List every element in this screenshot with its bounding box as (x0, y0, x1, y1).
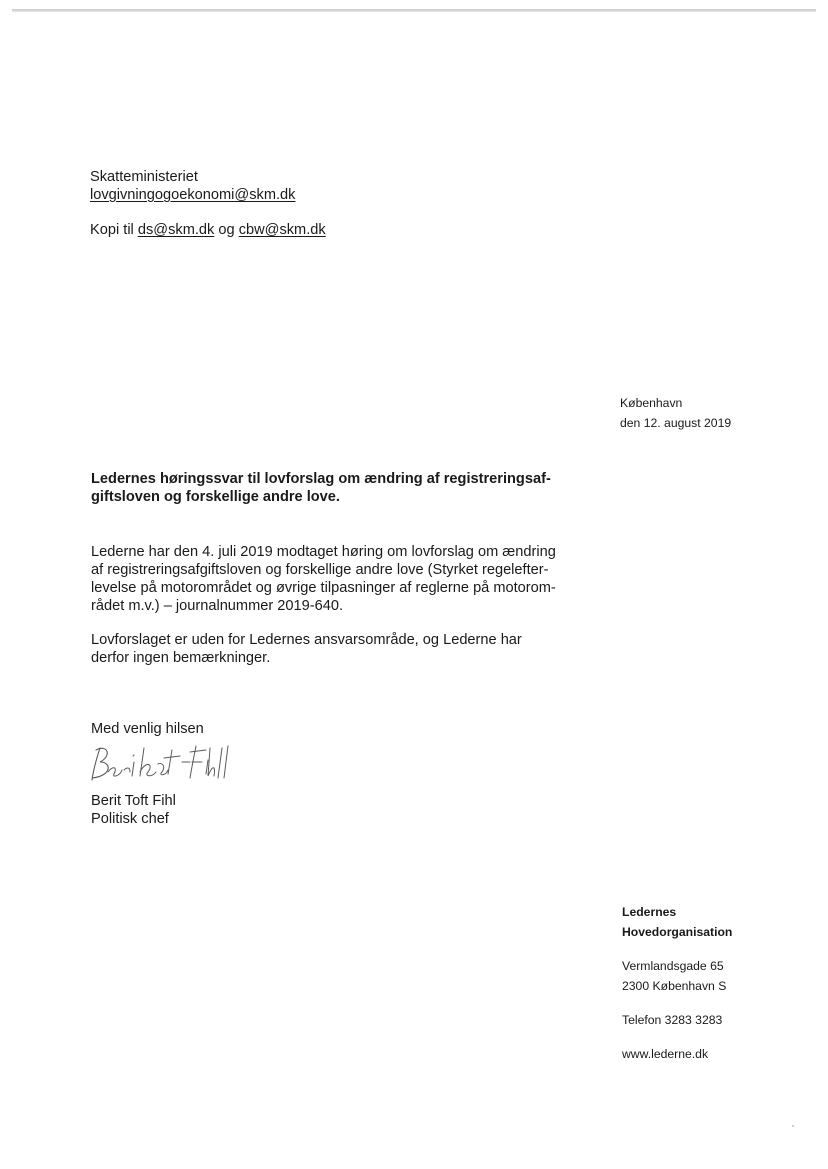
sender-website[interactable]: www.lederne.dk (622, 1047, 709, 1061)
signatory-title: Politisk chef (91, 811, 169, 827)
signatory-block (91, 792, 176, 828)
body-paragraph-1-line: rådet m.v.) – journalnummer 2019-640. (91, 598, 343, 614)
body-paragraph-2 (91, 631, 571, 667)
recipient-name: Skatteministeriet (90, 169, 198, 185)
subject-line-1: Ledernes høringssvar til lovforslag om ændring af registreringsaf- (91, 471, 551, 487)
body-paragraph-1-line: af registreringsafgiftsloven og forskellige andre love (Styrket regelefter- (91, 562, 549, 578)
dateline (620, 393, 731, 433)
recipient-block (90, 168, 295, 204)
sender-org-line-1: Ledernes (622, 905, 677, 919)
copy-line (90, 221, 326, 239)
body-paragraph-2-line: derfor ingen bemærkninger. (91, 650, 271, 666)
body-paragraph-1-line: Lederne har den 4. juli 2019 modtaget høring om lovforslag om ændring (91, 544, 556, 560)
sender-organisation (622, 902, 732, 942)
copy-joiner: og (218, 222, 235, 238)
body-paragraph-1-line: levelse på motorområdet og øvrige tilpasninger af reglerne på motorom- (91, 580, 556, 596)
copy-email-link-2[interactable]: cbw@skm.dk (238, 222, 326, 238)
signatory-name: Berit Toft Fihl (91, 793, 176, 809)
subject-line-2: giftsloven og forskellige andre love. (91, 489, 340, 505)
copy-email-link-1[interactable]: ds@skm.dk (137, 222, 215, 238)
sender-postal: 2300 København S (622, 979, 727, 993)
subject-heading (91, 470, 591, 506)
dateline-city: København (620, 396, 683, 410)
scan-speck (792, 1125, 794, 1127)
recipient-email-link[interactable]: lovgivningogoekonomi@skm.dk (90, 187, 296, 203)
scan-edge (12, 9, 816, 12)
sender-phone: Telefon 3283 3283 (622, 1013, 723, 1027)
copy-prefix: Kopi til (90, 222, 134, 238)
sender-address (622, 956, 726, 996)
sender-org-line-2: Hovedorganisation (622, 925, 733, 939)
body-paragraph-2-line: Lovforslaget er uden for Ledernes ansvarsområde, og Lederne har (91, 632, 522, 648)
closing-greeting: Med venlig hilsen (91, 721, 204, 737)
dateline-date: den 12. august 2019 (620, 416, 732, 430)
sender-street: Vermlandsgade 65 (622, 959, 724, 973)
handwritten-signature (86, 742, 246, 790)
body-paragraph-1 (91, 543, 571, 615)
